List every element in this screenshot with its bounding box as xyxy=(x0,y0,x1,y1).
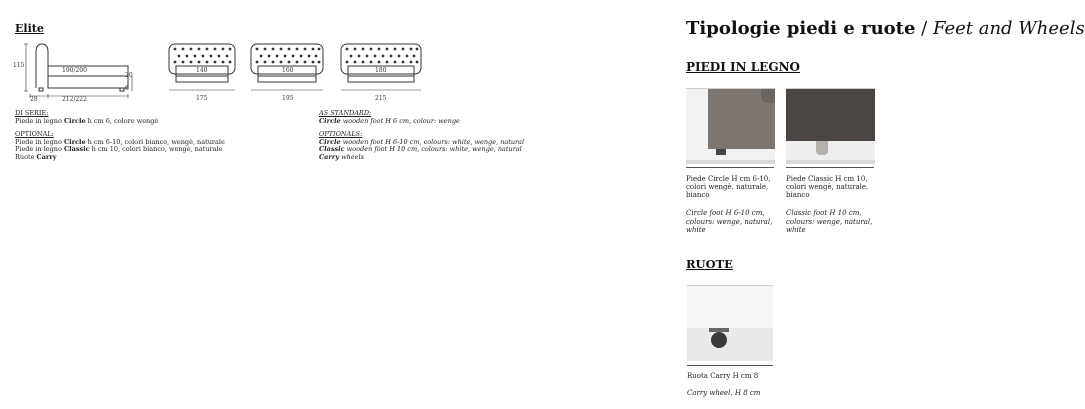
it-optional-line: Piede in legno Classic h cm 10, colori bianco, wengè, naturale xyxy=(15,145,223,153)
it-standard-heading: DI SERIE: xyxy=(15,109,49,117)
side-length-label: 212/222 xyxy=(62,96,87,103)
feet-heading: PIEDI IN LEGNO xyxy=(686,60,800,74)
carry-wheel-caption-it: Ruota Carry H cm 8 xyxy=(687,372,759,380)
classic-foot-caption-en: Classic foot H 10 cm, colours: wenge, natural, white xyxy=(786,209,873,234)
divider xyxy=(687,365,773,366)
classic-foot-photo xyxy=(786,88,875,164)
section-title: Tipologie piedi e ruote / Feet and Wheels xyxy=(686,18,1085,39)
it-optional-line: Piede in legno Circle h cm 6-10, colori bianco, wengè, naturale xyxy=(15,137,225,146)
side-base-label: 30 xyxy=(125,72,133,79)
carry-wheel-photo xyxy=(687,285,773,361)
it-optional-line: Ruote Carry xyxy=(15,152,57,161)
circle-foot-caption-en: Circle foot H 6-10 cm, colours: wenge, natural, white xyxy=(686,209,773,234)
en-standard-line: Circle wooden foot H 6 cm, colour: wenge xyxy=(319,116,460,125)
circle-foot-caption-it: Piede Circle H cm 6-10, colori wengè, naturale, bianco xyxy=(686,175,771,199)
en-standard-heading: AS STANDARD: xyxy=(319,109,372,117)
side-footw-label: 28 xyxy=(30,96,38,103)
front-overall-215: 215 xyxy=(375,95,387,102)
model-title: Elite xyxy=(15,22,44,35)
classic-foot-caption-it: Piede Classic H cm 10, colori wengè, naturale, bianco xyxy=(786,175,869,199)
side-height-label: 115 xyxy=(13,62,25,69)
front-overall-195: 195 xyxy=(282,95,294,102)
front-mattress-180: 180 xyxy=(375,67,387,74)
it-standard-line: Piede in legno Circle h cm 6, colore wengè xyxy=(15,116,159,125)
en-spec-block xyxy=(319,110,524,161)
circle-foot-photo xyxy=(686,88,775,164)
en-optional-heading: OPTIONALS: xyxy=(319,130,363,138)
front-mattress-140: 140 xyxy=(196,67,208,74)
en-optional-line: Circle wooden foot H 6-10 cm, colours: white, wenge, natural xyxy=(319,137,525,146)
it-spec-block xyxy=(15,110,225,161)
it-optional-heading: OPTIONAL: xyxy=(15,130,54,138)
divider xyxy=(686,167,774,168)
carry-wheel-caption-en: Carry wheel, H 8 cm xyxy=(687,389,761,397)
en-optional-line: Carry wheels xyxy=(319,152,364,161)
en-optional-line: Classic wooden foot H 10 cm, colours: white, wenge, natural xyxy=(319,145,522,153)
side-foot-label: 6 xyxy=(125,85,129,92)
wheels-heading: RUOTE xyxy=(686,257,733,271)
front-overall-175: 175 xyxy=(196,95,208,102)
side-mattress-label: 190/200 xyxy=(62,67,87,74)
front-mattress-160: 160 xyxy=(282,67,294,74)
divider xyxy=(786,167,874,168)
